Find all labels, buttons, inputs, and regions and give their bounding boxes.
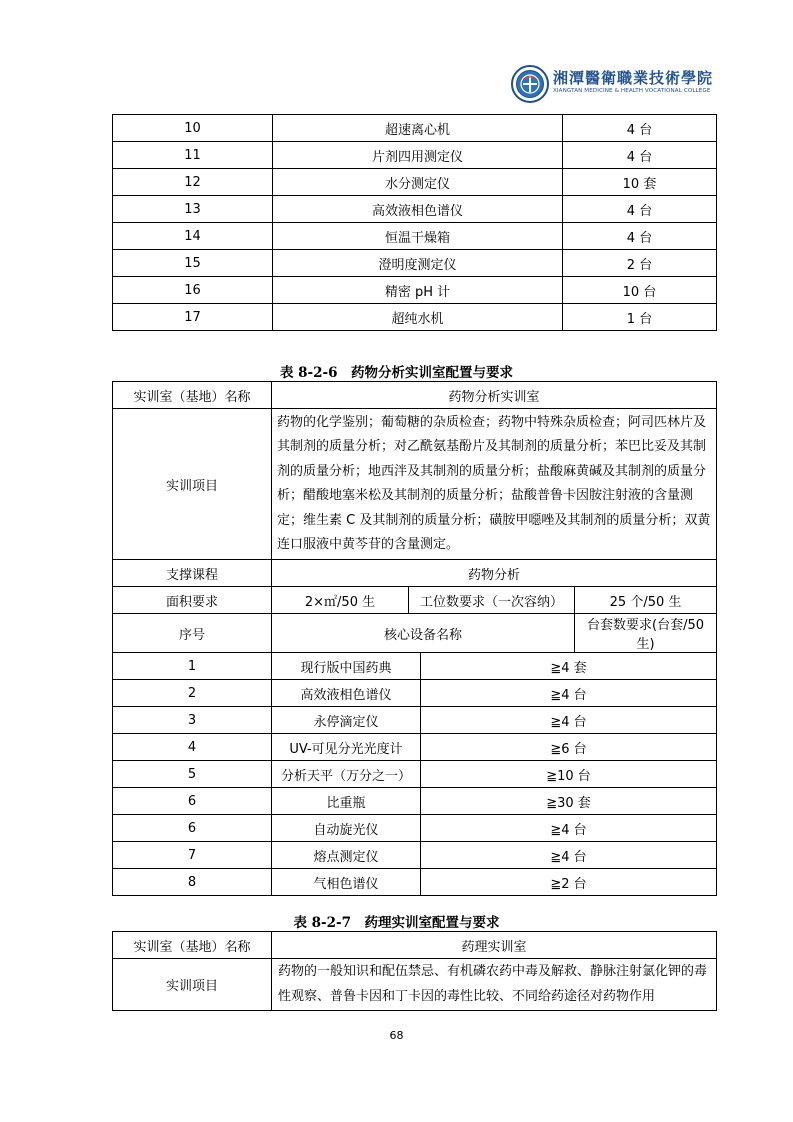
cell-qty: 4 台: [563, 115, 717, 142]
room-value: 药理实训室: [272, 932, 717, 959]
school-seal-icon: [511, 65, 549, 103]
stations-label: 工位数要求（一次容纳）: [409, 587, 575, 614]
cell-qty: ≧6 台: [421, 734, 717, 761]
cell-name: 永停滴定仪: [272, 707, 421, 734]
cell-qty: ≧10 台: [421, 761, 717, 788]
table-header-row: [113, 614, 717, 653]
stations-value: 25 个/50 生: [575, 587, 717, 614]
area-label: 面积要求: [113, 587, 272, 614]
cell-name: 气相色谱仪: [272, 869, 421, 896]
table-row: [113, 277, 717, 304]
table-row: [113, 409, 717, 560]
cell-qty: 4 台: [563, 142, 717, 169]
col-name-header: 核心设备名称: [272, 614, 575, 653]
page-number: 68: [389, 1029, 404, 1042]
cell-no: 2: [113, 680, 272, 707]
course-value: 药物分析: [272, 560, 717, 587]
school-logo: [511, 64, 714, 104]
table-row: [113, 382, 717, 409]
school-name-cn: 湘潭醫衛職業技術學院: [553, 69, 714, 87]
cell-name: 高效液相色谱仪: [273, 196, 563, 223]
cell-name: 熔点测定仪: [272, 842, 421, 869]
cell-qty: ≧4 台: [421, 815, 717, 842]
table-row: [113, 250, 717, 277]
area-value: 2×㎡/50 生: [272, 587, 409, 614]
cell-name: 自动旋光仪: [272, 815, 421, 842]
cell-qty: ≧2 台: [421, 869, 717, 896]
cell-name: 现行版中国药典: [272, 653, 421, 680]
table-row: [113, 815, 717, 842]
cell-qty: ≧4 台: [421, 680, 717, 707]
cell-name: 片剂四用测定仪: [273, 142, 563, 169]
cell-no: 10: [113, 115, 273, 142]
table-row: [113, 115, 717, 142]
table-row: [113, 223, 717, 250]
table-row: [113, 707, 717, 734]
room-label: 实训室（基地）名称: [113, 932, 272, 959]
cell-name: 比重瓶: [272, 788, 421, 815]
cell-qty: 2 台: [563, 250, 717, 277]
room-value: 药物分析实训室: [272, 382, 717, 409]
table-row: [113, 761, 717, 788]
cell-no: 6: [113, 788, 272, 815]
cell-no: 7: [113, 842, 272, 869]
cell-name: 澄明度测定仪: [273, 250, 563, 277]
cell-no: 8: [113, 869, 272, 896]
cell-name: 水分测定仪: [273, 169, 563, 196]
cell-name: 超速离心机: [273, 115, 563, 142]
project-value: 药物的一般知识和配伍禁忌、有机磷农药中毒及解救、静脉注射氯化钾的毒性观察、普鲁卡因和丁卡因的毒性比较、不同给药途径对药物作用: [272, 959, 717, 1011]
cell-no: 17: [113, 304, 273, 331]
col-qty-header: 台套数要求(台套/50生): [575, 614, 717, 653]
table-row: [113, 587, 717, 614]
cell-qty: ≧30 套: [421, 788, 717, 815]
table-row: [113, 560, 717, 587]
course-label: 支撑课程: [113, 560, 272, 587]
table-row: [113, 932, 717, 959]
cell-no: 11: [113, 142, 273, 169]
table-row: [113, 304, 717, 331]
table-row: [113, 734, 717, 761]
project-label: 实训项目: [113, 409, 272, 560]
table-826: [112, 381, 717, 896]
cell-qty: 1 台: [563, 304, 717, 331]
cell-qty: ≧4 台: [421, 842, 717, 869]
cell-no: 4: [113, 734, 272, 761]
cell-no: 5: [113, 761, 272, 788]
project-value: 药物的化学鉴别；葡萄糖的杂质检查；药物中特殊杂质检查；阿司匹林片及其制剂的质量分析；对乙酰氨基酚片及其制剂的质量分析；苯巴比妥及其制剂的质量分析；地西泮及其制剂的质量分析；盐酸麻黄碱及其制剂的质量分析；醋酸地塞米松及其制剂的质量分析；盐酸普鲁卡因胺注射液的含量测定；维生素 C 及其制剂的质量分析；磺胺甲噁唑及其制剂的质量分析；双黄连口服液中黄芩苷的含量测定。: [272, 409, 717, 560]
cell-no: 16: [113, 277, 273, 304]
cell-name: 高效液相色谱仪: [272, 680, 421, 707]
table-row: [113, 169, 717, 196]
table-row: [113, 142, 717, 169]
cell-qty: ≧4 套: [421, 653, 717, 680]
table-row: [113, 653, 717, 680]
cell-no: 15: [113, 250, 273, 277]
cell-no: 1: [113, 653, 272, 680]
room-label: 实训室（基地）名称: [113, 382, 272, 409]
cell-name: UV-可见分光光度计: [272, 734, 421, 761]
table-row: [113, 788, 717, 815]
table-826-caption: 表 8-2-6 药物分析实训室配置与要求: [279, 365, 514, 381]
cell-name: 恒温干燥箱: [273, 223, 563, 250]
cell-no: 6: [113, 815, 272, 842]
cell-no: 14: [113, 223, 273, 250]
col-no-header: 序号: [113, 614, 272, 653]
cell-qty: 4 台: [563, 196, 717, 223]
project-label: 实训项目: [113, 959, 272, 1011]
cell-qty: ≧4 台: [421, 707, 717, 734]
school-name-en: XIANGTAN MEDICINE & HEALTH VOCATIONAL COLLEGE: [553, 88, 711, 94]
cell-no: 12: [113, 169, 273, 196]
cell-qty: 10 套: [563, 169, 717, 196]
cell-name: 分析天平（万分之一）: [272, 761, 421, 788]
table-827-caption: 表 8-2-7 药理实训室配置与要求: [293, 915, 500, 931]
table-row: [113, 842, 717, 869]
table-row: [113, 869, 717, 896]
table-row: [113, 196, 717, 223]
cell-qty: 4 台: [563, 223, 717, 250]
cell-no: 3: [113, 707, 272, 734]
table-row: [113, 680, 717, 707]
cell-name: 精密 pH 计: [273, 277, 563, 304]
table-row: [113, 959, 717, 1011]
equipment-table-continued: [112, 114, 717, 331]
cell-no: 13: [113, 196, 273, 223]
table-827: [112, 931, 717, 1011]
cell-qty: 10 台: [563, 277, 717, 304]
cell-name: 超纯水机: [273, 304, 563, 331]
